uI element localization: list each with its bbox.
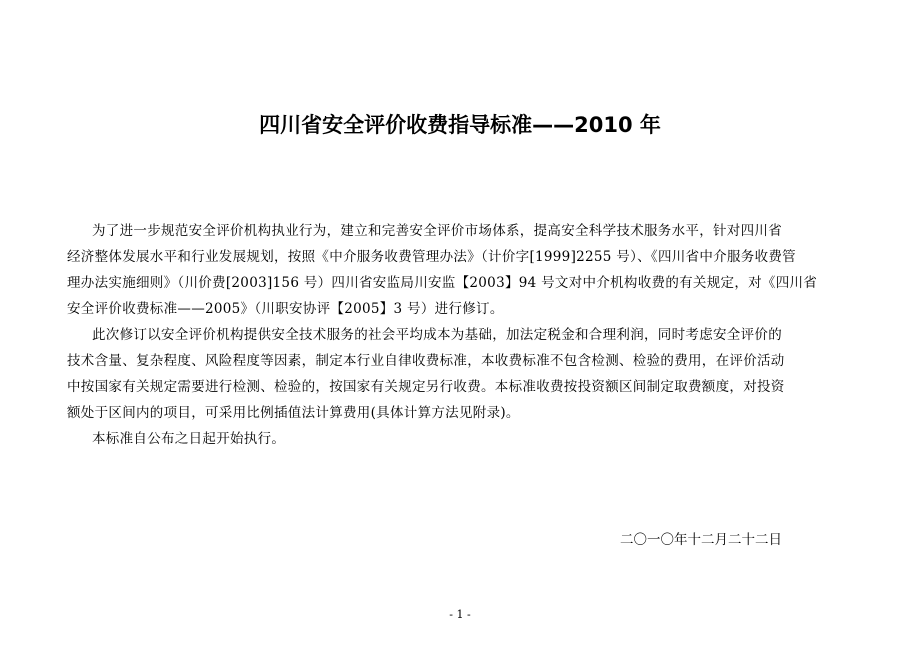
document-title: 四川省安全评价收费指导标准——2010 年 [259,113,661,137]
page-number: - 1 - [449,608,471,621]
paragraph-line: 为了进一步规范安全评价机构执业行为，建立和完善安全评价市场体系，提高安全科学技术服务水平，针对四川省 [92,223,782,239]
paragraph-3 [92,426,824,452]
paragraph-line: 此次修订以安全评价机构提供安全技术服务的社会平均成本为基础，加法定税金和合理利润，同时考虑安全评价的 [92,327,782,343]
paragraph-2 [67,322,824,426]
paragraph-line: 本标准自公布之日起开始执行。 [92,431,286,447]
paragraph-line: 技术含量、复杂程度、风险程度等因素，制定本行业自律收费标准，本收费标准不包含检测、检验的费用，在评价活动 [67,353,785,369]
paragraph-line: 安全评价收费标准——2005》（川职安协评【2005】3 号）进行修订。 [67,301,504,317]
paragraph-line: 经济整体发展水平和行业发展规划，按照《中介服务收费管理办法》（计价字[1999]2255 号）、《四川省中介服务收费管 [67,249,796,265]
paragraph-1 [67,218,824,322]
document-date: 二〇一〇年十二月二十二日 [620,532,782,548]
paragraph-line: 理办法实施细则》（川价费[2003]156 号）四川省安监局川安监【2003】94 号文对中介机构收费的有关规定，对《四川省 [67,275,818,291]
paragraph-line: 额处于区间内的项目，可采用比例插值法计算费用(具体计算方法见附录)。 [67,405,520,421]
paragraph-line: 中按国家有关规定需要进行检测、检验的，按国家有关规定另行收费。本标准收费按投资额区间制定取费额度，对投资 [67,379,785,395]
document-body [67,218,824,452]
